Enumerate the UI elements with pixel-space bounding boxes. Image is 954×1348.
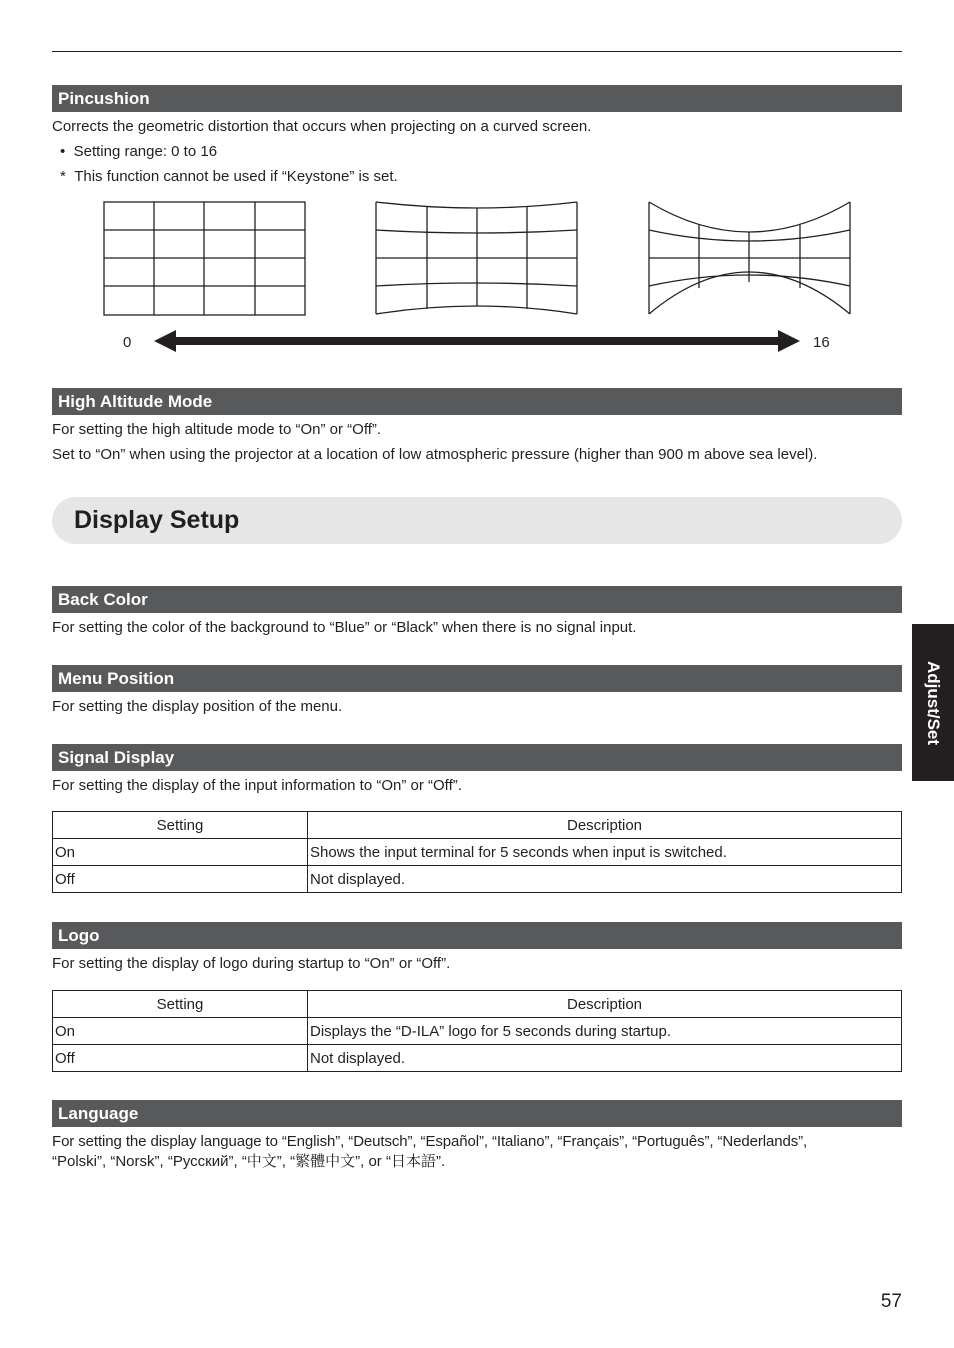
table-row (53, 839, 902, 866)
pincushion-description: Corrects the geometric distortion that occurs when projecting on a curved screen. (52, 118, 592, 135)
table-row (53, 1045, 902, 1072)
pincushion-illustration (0, 190, 954, 365)
table-header-description: Description (308, 812, 902, 839)
section-header-back-color: Back Color (52, 586, 902, 613)
table-cell-setting: On (53, 839, 308, 866)
grid-strong-curve-diagram (649, 202, 850, 314)
table-header-setting: Setting (53, 812, 308, 839)
range-max-label: 16 (813, 334, 830, 351)
high-altitude-line-2: Set to “On” when using the projector at a location of low atmospheric pressure (higher than 900 m above sea level). (52, 446, 818, 463)
logo-table (52, 990, 902, 1072)
top-rule (52, 51, 902, 52)
table-row (53, 1018, 902, 1045)
table-row (53, 866, 902, 893)
section-header-menu-position: Menu Position (52, 665, 902, 692)
side-tab-adjust-set: Adjust/Set (912, 624, 954, 781)
table-header-setting: Setting (53, 991, 308, 1018)
section-header-signal-display: Signal Display (52, 744, 902, 771)
table-cell-description: Displays the “D-ILA” logo for 5 seconds during startup. (308, 1018, 902, 1045)
section-header-pincushion: Pincushion (52, 85, 902, 112)
table-cell-setting: On (53, 1018, 308, 1045)
table-header-description: Description (308, 991, 902, 1018)
logo-description: For setting the display of logo during startup to “On” or “Off”. (52, 955, 451, 972)
table-header-row (53, 812, 902, 839)
back-color-description: For setting the color of the background to “Blue” or “Black” when there is no signal input. (52, 619, 637, 636)
page-number: 57 (880, 1291, 902, 1312)
table-cell-description: Not displayed. (308, 1045, 902, 1072)
display-setup-heading: Display Setup (52, 497, 902, 544)
section-header-high-altitude: High Altitude Mode (52, 388, 902, 415)
language-line-2: “Polski”, “Norsk”, “Русский”, “中文”, “繁體中文”, or “日本語”. (52, 1153, 446, 1170)
pincushion-note: * This function cannot be used if “Keystone” is set. (60, 168, 398, 185)
signal-display-table (52, 811, 902, 893)
menu-position-description: For setting the display position of the menu. (52, 698, 343, 715)
grid-slight-curve-diagram (376, 202, 577, 314)
language-line-1: For setting the display language to “English”, “Deutsch”, “Español”, “Italiano”, “Français”, “Português”, “Nederlands”, (52, 1133, 808, 1150)
table-header-row (53, 991, 902, 1018)
table-cell-setting: Off (53, 1045, 308, 1072)
pincushion-range-bullet: • Setting range: 0 to 16 (60, 143, 218, 160)
grid-flat-diagram (104, 202, 305, 315)
table-cell-description: Shows the input terminal for 5 seconds when input is switched. (308, 839, 902, 866)
range-min-label: 0 (123, 334, 132, 351)
table-cell-description: Not displayed. (308, 866, 902, 893)
range-arrow (154, 330, 800, 352)
section-header-logo: Logo (52, 922, 902, 949)
high-altitude-line-1: For setting the high altitude mode to “On” or “Off”. (52, 421, 382, 438)
section-header-language: Language (52, 1100, 902, 1127)
signal-display-description: For setting the display of the input information to “On” or “Off”. (52, 777, 462, 794)
table-cell-setting: Off (53, 866, 308, 893)
